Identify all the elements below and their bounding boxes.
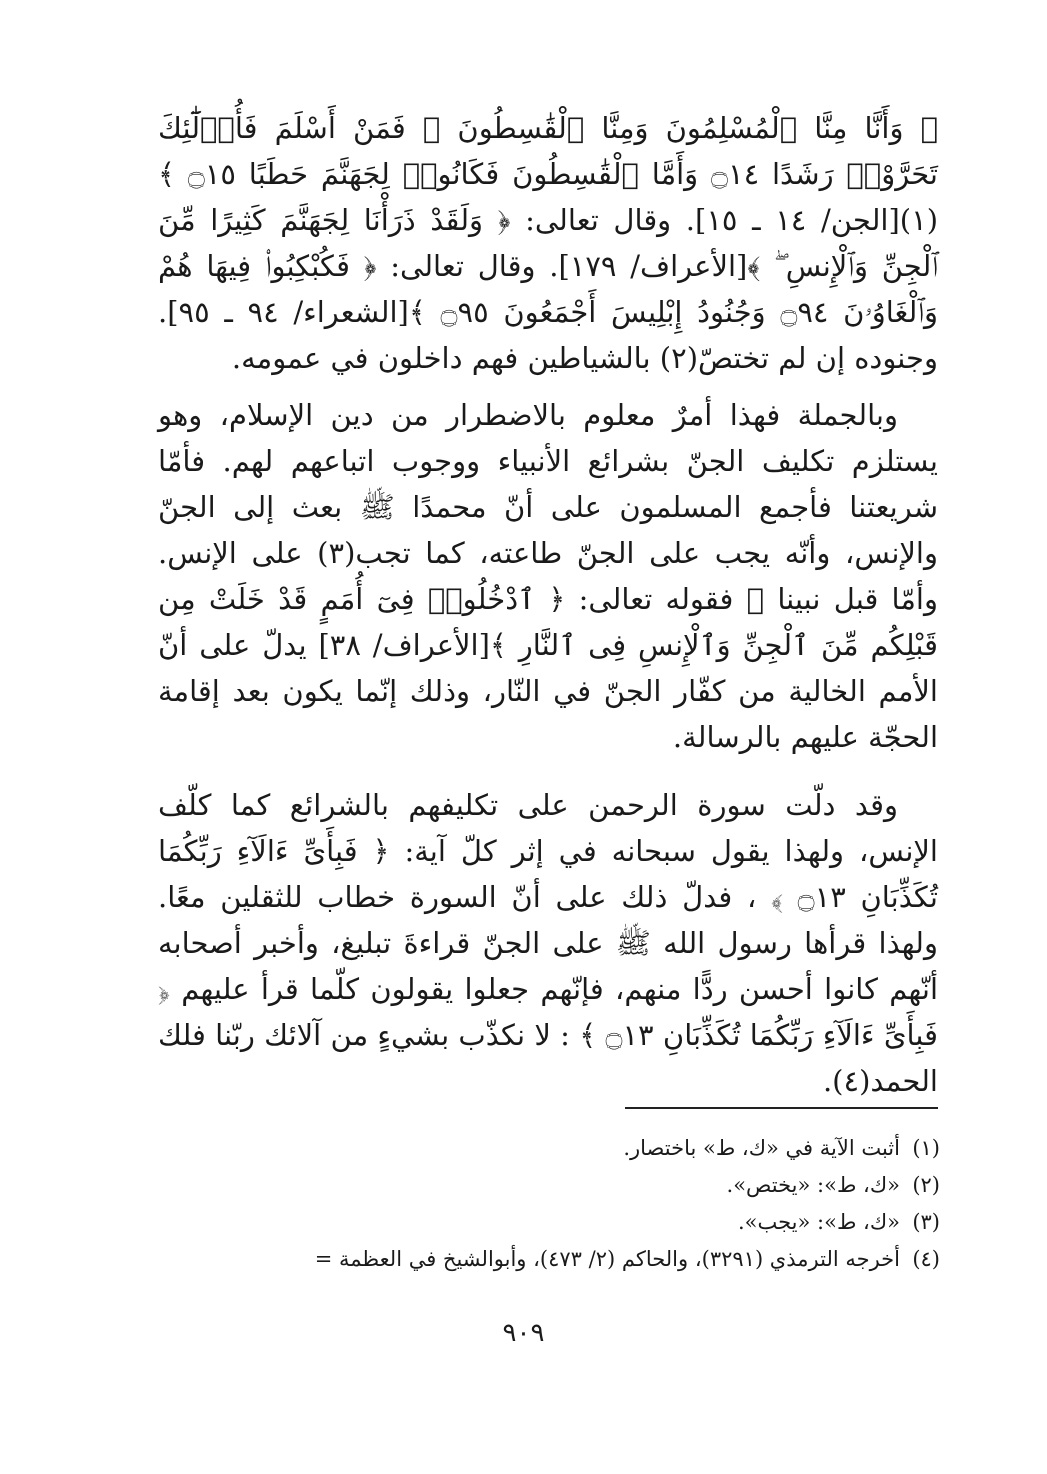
main-text-block-1 — [158, 105, 938, 381]
footnote-text: أخرجه الترمذي (٣٢٩١)، والحاكم (٢/ ٤٧٣)، وأبوالشيخ في العظمة = — [314, 1247, 900, 1271]
footnote-number: (١) — [912, 1136, 940, 1160]
footnote-number: (٣) — [912, 1210, 940, 1234]
footnote-text: «ك، ط»: «يجب». — [737, 1210, 900, 1234]
footnote-3 — [140, 1204, 940, 1241]
footnote-text: أثبت الآية في «ك، ط» باختصار. — [623, 1136, 900, 1160]
page-number: ٩٠٩ — [502, 1318, 545, 1348]
footnote-number: (٤) — [912, 1247, 940, 1271]
footnote-text: «ك، ط»: «يختص». — [726, 1173, 900, 1197]
paragraph-3: وقد دلّت سورة الرحمن على تكليفهم بالشرائع كما كلّف الإنس، ولهذا يقول سبحانه في إثر كلّ آية: ﴿ فَبِأَىِّ ءَالَآءِ رَبِّكُمَا تُكَذِّبَانِ ۝١٣ ﴾ ، فدلّ ذلك على أنّ السورة خطاب للثقلين معًا. ولهذا قرأها رسول الله ﷺ على الجنّ قراءةَ تبليغ، وأخبر أصحابه أنّهم كانوا أحسن ردًّا منهم، فإنّهم جعلوا يقولون كلّما قرأ عليهم ﴿ فَبِأَىِّ ءَالَآءِ رَبِّكُمَا تُكَذِّبَانِ ۝١٣ ﴾ : لا نكذّب بشيءٍ من آلائك ربّنا فلك الحمد(٤). — [158, 788, 939, 1098]
footnote-separator — [625, 1107, 938, 1109]
paragraph-1: ﴿ وَأَنَّا مِنَّا ٱلْمُسْلِمُونَ وَمِنَّا ٱلْقَٰسِطُونَ ۖ فَمَنْ أَسْلَمَ فَأُو۟لَٰٓئِكَ تَحَرَّوْا۟ رَشَدًا ۝١٤ وَأَمَّا ٱلْقَٰسِطُونَ فَكَانُوا۟ لِجَهَنَّمَ حَطَبًا ۝١٥ ﴾(١)[الجن/ ١٤ ـ ١٥]. وقال تعالى: ﴿ وَلَقَدْ ذَرَأْنَا لِجَهَنَّمَ كَثِيرًا مِّنَ ٱلْجِنِّ وَٱلْإِنسِ ۖ ﴾[الأعراف/ ١٧٩]. وقال تعالى: ﴿ فَكُبْكِبُوا۟ فِيهَا هُمْ وَٱلْغَاوُۥنَ ۝٩٤ وَجُنُودُ إِبْلِيسَ أَجْمَعُونَ ۝٩٥ ﴾[الشعراء/ ٩٤ ـ ٩٥]. وجنوده إن لم تختصّ(٢) بالشياطين فهم داخلون في عمومه. — [158, 111, 939, 375]
footnote-number: (٢) — [912, 1173, 940, 1197]
main-text-block-2 — [158, 392, 938, 760]
footnote-1 — [140, 1130, 940, 1167]
paragraph-2: وبالجملة فهذا أمرٌ معلوم بالاضطرار من دين الإسلام، وهو يستلزم تكليف الجنّ بشرائع الأنبياء ووجوب اتباعهم لهم. فأمّا شريعتنا فأجمع المسلمون على أنّ محمدًا ﷺ بعث إلى الجنّ والإنس، وأنّه يجب على الجنّ طاعته، كما تجب(٣) على الإنس. وأمّا قبل نبينا ﷺ فقوله تعالى: ﴿ ٱدْخُلُوا۟ فِىٓ أُمَمٍ قَدْ خَلَتْ مِن قَبْلِكُم مِّنَ ٱلْجِنِّ وَٱلْإِنسِ فِى ٱلنَّارِ ﴾[الأعراف/ ٣٨] يدلّ على أنّ الأمم الخالية من كفّار الجنّ في النّار، وذلك إنّما يكون بعد إقامة الحجّة عليهم بالرسالة. — [158, 398, 939, 754]
footnotes — [140, 1130, 940, 1278]
footnote-2 — [140, 1167, 940, 1204]
footnote-4 — [140, 1241, 940, 1278]
main-text-block-3 — [158, 782, 938, 1104]
